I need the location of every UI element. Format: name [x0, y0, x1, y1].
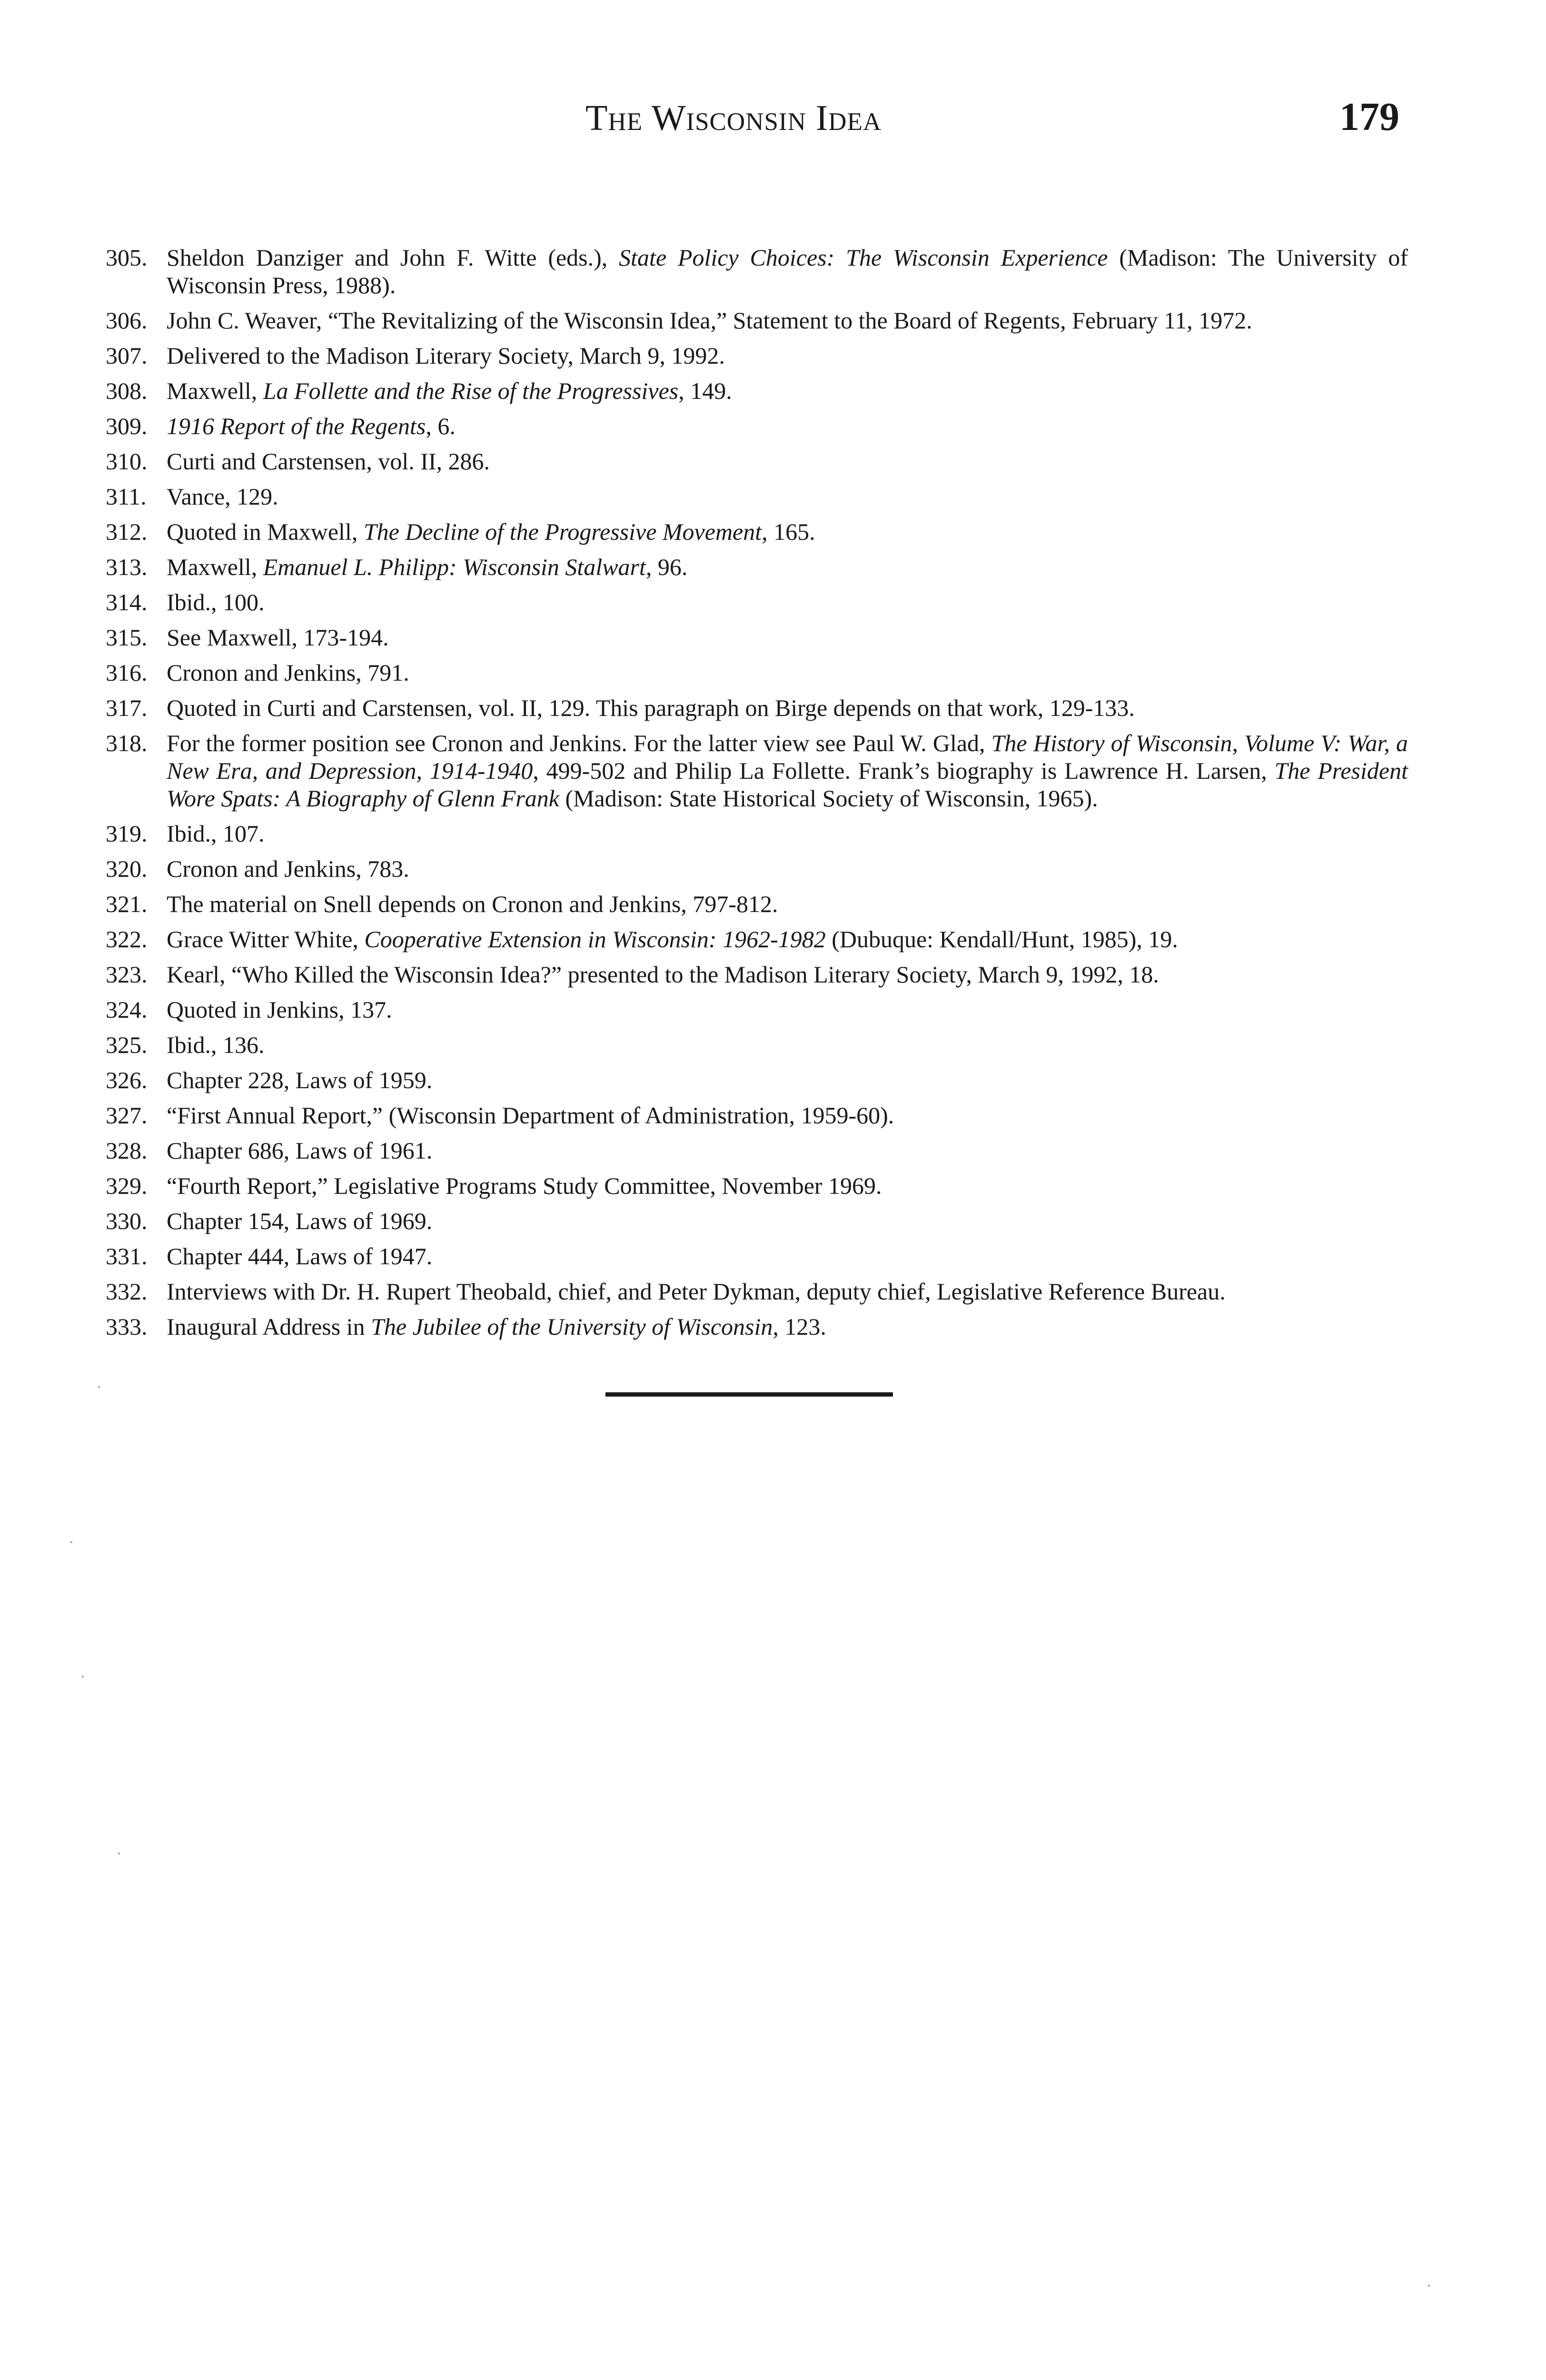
endnote-number: 333. — [106, 1313, 148, 1340]
endnote-number: 313. — [106, 554, 148, 580]
endnote-text-segment: Maxwell, — [167, 377, 263, 404]
endnote-text — [167, 244, 1408, 299]
endnote — [106, 694, 1408, 722]
endnote — [106, 855, 1408, 883]
endnote — [106, 996, 1408, 1023]
endnote-number: 324. — [106, 996, 148, 1023]
endnote-title-italic: The Jubilee of the University of Wisconsin — [371, 1313, 773, 1340]
endnote — [106, 659, 1408, 686]
endnote — [106, 412, 1408, 440]
endnote-text — [167, 890, 1408, 918]
endnote-number: 315. — [106, 624, 148, 651]
endnote-text-segment: (Madison: State Historical Society of Wisconsin, 1965). — [559, 785, 1098, 812]
endnote-number: 309. — [106, 413, 148, 439]
endnote — [106, 1242, 1408, 1270]
scan-speck — [82, 1676, 84, 1677]
scan-speck — [1428, 2285, 1430, 2287]
endnote — [106, 1313, 1408, 1340]
endnote-text-segment: John C. Weaver, “The Revitalizing of the Wisconsin Idea,” Statement to the Board of Regents, February 11, 1972. — [167, 307, 1252, 334]
endnote-text — [167, 1137, 1408, 1164]
endnote-title-italic: The History of Wisconsin, Volume V: War, a New Era, and Depression, 1914-1940 — [167, 730, 1408, 784]
end-rule — [605, 1392, 893, 1397]
endnote — [106, 925, 1408, 953]
endnote — [106, 1031, 1408, 1059]
endnote — [106, 377, 1408, 405]
endnote-text-segment: Chapter 686, Laws of 1961. — [167, 1137, 433, 1164]
endnote-text-segment: Sheldon Danziger and John F. Witte (eds.), — [167, 244, 619, 271]
endnote-text-segment: (Dubuque: Kendall/Hunt, 1985), 19. — [825, 926, 1178, 952]
endnote-text-segment: Ibid., 100. — [167, 589, 265, 615]
endnote-number: 310. — [106, 448, 148, 475]
endnote — [106, 244, 1408, 299]
endnote-text-segment: Ibid., 136. — [167, 1031, 265, 1058]
scan-speck — [98, 1386, 100, 1388]
endnote — [106, 624, 1408, 651]
endnote-text-segment: Delivered to the Madison Literary Society, March 9, 1992. — [167, 342, 725, 369]
endnote-text — [167, 1066, 1408, 1094]
endnote-text-segment: Ibid., 107. — [167, 820, 265, 847]
endnote-text-segment: Interviews with Dr. H. Rupert Theobald, chief, and Peter Dykman, deputy chief, Legislative Reference Bureau. — [167, 1278, 1226, 1305]
endnote-title-italic: The President Wore Spats: A Biography of Glenn Frank — [167, 757, 1408, 812]
endnote-text-segment: Quoted in Curti and Carstensen, vol. II, 129. This paragraph on Birge depends on that work, 129-133. — [167, 694, 1135, 721]
endnote — [106, 588, 1408, 616]
endnote-text — [167, 1242, 1408, 1270]
endnote-text-segment: Chapter 228, Laws of 1959. — [167, 1067, 433, 1093]
endnote-number: 314. — [106, 589, 148, 615]
endnote-title-italic: The Decline of the Progressive Movement — [363, 518, 762, 545]
endnote-text — [167, 553, 1408, 581]
endnote-number: 327. — [106, 1102, 148, 1129]
endnote-title-italic: 1916 Report of the Regents — [167, 413, 426, 439]
endnote-title-italic: State Policy Choices: The Wisconsin Experience — [619, 244, 1108, 271]
endnote-text — [167, 694, 1408, 722]
scan-speck — [70, 1541, 72, 1543]
endnotes-list — [106, 244, 1408, 1348]
endnote — [106, 1137, 1408, 1164]
endnote-text-segment: , 123. — [773, 1313, 826, 1340]
endnote-text-segment: “Fourth Report,” Legislative Programs Study Committee, November 1969. — [167, 1172, 882, 1199]
endnote-text-segment: Grace Witter White, — [167, 926, 365, 952]
endnote-text — [167, 729, 1408, 812]
endnote-text — [167, 961, 1408, 988]
endnote — [106, 447, 1408, 475]
endnote-title-italic: Cooperative Extension in Wisconsin: 1962-1982 — [364, 926, 826, 952]
scan-speck — [118, 1853, 120, 1854]
endnote-number: 305. — [106, 244, 148, 271]
endnote-text — [167, 1031, 1408, 1059]
endnote-text — [167, 447, 1408, 475]
endnote-text-segment: Maxwell, — [167, 554, 263, 580]
running-title: The Wisconsin Idea — [585, 98, 882, 138]
endnote-text-segment: , 6. — [426, 413, 456, 439]
endnote-text — [167, 1207, 1408, 1235]
endnote-text — [167, 377, 1408, 405]
endnote-number: 321. — [106, 891, 148, 917]
endnote — [106, 1278, 1408, 1305]
endnote — [106, 307, 1408, 334]
endnote — [106, 961, 1408, 988]
endnote-number: 317. — [106, 694, 148, 721]
endnote-text-segment: , 149. — [678, 377, 732, 404]
endnote — [106, 729, 1408, 812]
endnote-number: 330. — [106, 1208, 148, 1234]
endnote-text-segment: Quoted in Maxwell, — [167, 518, 364, 545]
endnote-number: 329. — [106, 1172, 148, 1199]
endnote-text — [167, 925, 1408, 953]
endnote — [106, 1101, 1408, 1129]
endnote-number: 319. — [106, 820, 148, 847]
endnote-text-segment: Chapter 444, Laws of 1947. — [167, 1243, 433, 1269]
page-number: 179 — [1339, 95, 1399, 139]
endnote-text-segment: , 499-502 and Philip La Follette. Frank’s biography is Lawrence H. Larsen, — [533, 757, 1275, 784]
endnote-number: 308. — [106, 377, 148, 404]
page-header — [0, 95, 1546, 155]
endnote-text-segment: The material on Snell depends on Cronon and Jenkins, 797-812. — [167, 891, 778, 917]
endnote-text — [167, 588, 1408, 616]
endnote — [106, 1172, 1408, 1200]
endnote — [106, 1066, 1408, 1094]
endnote — [106, 1207, 1408, 1235]
endnote-number: 318. — [106, 730, 148, 756]
endnote-number: 326. — [106, 1067, 148, 1093]
endnote-text — [167, 412, 1408, 440]
endnote-title-italic: Emanuel L. Philipp: Wisconsin Stalwart — [263, 554, 646, 580]
endnote-number: 320. — [106, 855, 148, 882]
endnote-text — [167, 624, 1408, 651]
endnote-text — [167, 1172, 1408, 1200]
endnote-number: 316. — [106, 659, 148, 686]
endnote-number: 311. — [106, 483, 147, 510]
endnote-text — [167, 996, 1408, 1023]
endnote-number: 323. — [106, 961, 148, 988]
endnote-title-italic: La Follette and the Rise of the Progressives — [263, 377, 679, 404]
endnote-text-segment: Inaugural Address in — [167, 1313, 371, 1340]
endnote-text-segment: (Madison: The University of Wisconsin Press, 1988). — [167, 244, 1408, 298]
endnote-text-segment: Vance, 129. — [167, 483, 278, 510]
endnote-text-segment: , 165. — [762, 518, 815, 545]
endnote-text-segment: Quoted in Jenkins, 137. — [167, 996, 392, 1023]
endnote-number: 312. — [106, 518, 148, 545]
endnote-number: 332. — [106, 1278, 148, 1305]
endnote-text — [167, 855, 1408, 883]
endnote-number: 306. — [106, 307, 148, 334]
endnote-text-segment: Kearl, “Who Killed the Wisconsin Idea?” presented to the Madison Literary Society, March 9, 1992, 18. — [167, 961, 1159, 988]
endnote-text — [167, 820, 1408, 847]
endnote — [106, 518, 1408, 545]
endnote-text-segment: Cronon and Jenkins, 791. — [167, 659, 409, 686]
endnote-text-segment: , 96. — [645, 554, 688, 580]
endnote-text-segment: Cronon and Jenkins, 783. — [167, 855, 409, 882]
endnote-text — [167, 659, 1408, 686]
endnote-number: 328. — [106, 1137, 148, 1164]
endnote-number: 325. — [106, 1031, 148, 1058]
endnote-text-segment: Curti and Carstensen, vol. II, 286. — [167, 448, 490, 475]
endnote — [106, 342, 1408, 369]
endnote-text — [167, 483, 1408, 510]
endnote-number: 307. — [106, 342, 148, 369]
endnote-number: 331. — [106, 1243, 148, 1269]
endnote — [106, 820, 1408, 847]
endnote-text — [167, 307, 1408, 334]
endnote-text-segment: Chapter 154, Laws of 1969. — [167, 1208, 433, 1234]
endnote-text — [167, 1101, 1408, 1129]
endnote-text-segment: “First Annual Report,” (Wisconsin Department of Administration, 1959-60). — [167, 1102, 894, 1129]
endnote-text — [167, 1278, 1408, 1305]
endnote-text — [167, 342, 1408, 369]
endnote — [106, 890, 1408, 918]
endnote-text — [167, 1313, 1408, 1340]
endnote — [106, 553, 1408, 581]
endnote-text-segment: For the former position see Cronon and Jenkins. For the latter view see Paul W. Glad, — [167, 730, 991, 756]
endnote-text-segment: See Maxwell, 173-194. — [167, 624, 389, 651]
endnote — [106, 483, 1408, 510]
endnote-number: 322. — [106, 926, 148, 952]
endnote-text — [167, 518, 1408, 545]
